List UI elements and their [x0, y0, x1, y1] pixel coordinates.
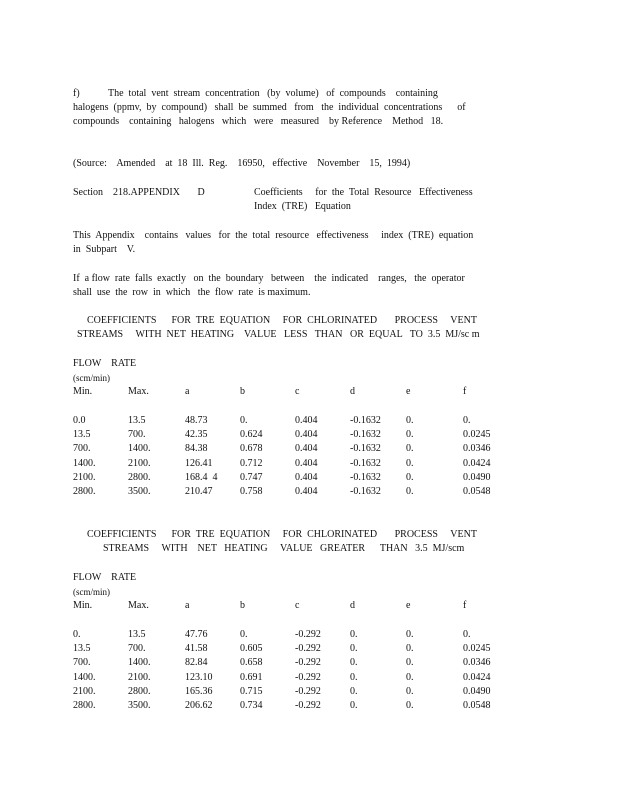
table1-row-cell: 0. [463, 415, 471, 426]
table2-row-cell: -0.292 [295, 629, 321, 640]
table1-row-cell: 0.404 [295, 457, 318, 469]
table2-row-cell: 0. [406, 671, 414, 683]
table-row [0, 699, 618, 713]
table1-row-cell: 1400. [128, 443, 151, 455]
table2-row-cell: -0.292 [295, 685, 321, 697]
source-note: (Source: Amended at 18 Ill. Reg. 16950, effective November 15, 1994) [73, 158, 411, 169]
table2-row-cell: 1400. [128, 657, 151, 669]
table2-header-cell: a [185, 600, 190, 611]
table2-row-cell: 700. [73, 657, 91, 669]
table2-row-cell: 0. [406, 657, 414, 669]
table1-row-cell: 84.38 [185, 443, 208, 455]
table-row [0, 485, 618, 499]
table1-row-cell: 0.404 [295, 429, 318, 441]
table2-row-cell: 0.715 [240, 685, 263, 697]
table1-row-cell: 42.35 [185, 429, 208, 441]
table1-row-cell: 3500. [128, 486, 151, 497]
table2-header-cell: d [350, 600, 355, 611]
table1-row-cell: 13.5 [73, 429, 91, 441]
table1-row-cell: 0.404 [295, 471, 318, 483]
table1-row-cell: 168.4 4 [185, 471, 218, 483]
table1-row-cell: -0.1632 [350, 415, 381, 426]
table1-row-cell: 0. [406, 486, 414, 497]
table1-flow-rate-label: FLOW RATE [73, 358, 137, 369]
table1-row-cell: 13.5 [128, 415, 146, 426]
table1-row-cell: 0.0490 [463, 471, 491, 483]
table1-header-cell: a [185, 386, 190, 397]
table-row [0, 656, 618, 670]
paragraph-f-line3: compounds containing halogens which were measured by Reference Method 18. [73, 116, 444, 127]
table1-title-line1: COEFFICIENTS FOR TRE EQUATION FOR CHLORINATED PROCESS VENT [87, 315, 477, 326]
table1-row-cell: 0.712 [240, 457, 263, 469]
table1-row-cell: -0.1632 [350, 486, 381, 497]
table1-header-cell: Min. [73, 386, 93, 397]
table1-header-cell: c [295, 386, 300, 397]
table1-row-cell: 2100. [73, 471, 96, 483]
table1-row-cell: 0. [406, 415, 414, 426]
table1-row-cell: -0.1632 [350, 471, 381, 483]
table2-row-cell: -0.292 [295, 643, 321, 655]
table2-row-cell: 0.0346 [463, 657, 491, 669]
table2-row-cell: 0.605 [240, 643, 263, 655]
table1-title-line2: STREAMS WITH NET HEATING VALUE LESS THAN OR EQUAL TO 3.5 MJ/sc m [77, 329, 480, 340]
table2-row-cell: 700. [128, 643, 146, 655]
table-row [0, 685, 618, 699]
table2-row-cell: 0. [350, 700, 358, 711]
table2-row-cell: -0.292 [295, 671, 321, 683]
table-row [0, 628, 618, 642]
table2-row-cell: 0. [350, 643, 358, 655]
table2-row-cell: 0. [350, 629, 358, 640]
table2-row-cell: 3500. [128, 700, 151, 711]
table2-row-cell: 165.36 [185, 685, 213, 697]
table2-row-cell: 0.658 [240, 657, 263, 669]
table-row [0, 471, 618, 485]
table1-row-cell: 0. [406, 457, 414, 469]
table1-row-cell: 0.624 [240, 429, 263, 441]
table1-row-cell: 0.0 [73, 415, 86, 426]
table2-header-row [0, 599, 618, 613]
table2-row-cell: 0. [406, 629, 414, 640]
table1-row-cell: 126.41 [185, 457, 213, 469]
boundary-line2: shall use the row in which the flow rate is maximum. [73, 287, 311, 298]
table2-row-cell: -0.292 [295, 657, 321, 669]
paragraph-f-line1: The total vent stream concentration (by volume) of compounds containing [108, 88, 438, 99]
table2-header-cell: Min. [73, 600, 93, 611]
table1-row-cell: -0.1632 [350, 443, 381, 455]
table1-row-cell: 0. [240, 415, 248, 426]
table1-row-cell: 0. [406, 429, 414, 441]
table2-row-cell: 0. [240, 629, 248, 640]
table1-units-label: (scm/min) [73, 373, 110, 383]
table2-row-cell: 0.734 [240, 700, 263, 711]
table2-row-cell: 0. [406, 685, 414, 697]
table2-row-cell: 0.0245 [463, 643, 491, 655]
table1-row-cell: 2800. [73, 486, 96, 497]
table2-row-cell: 0. [406, 700, 414, 711]
table2-header-cell: c [295, 600, 300, 611]
table1-row-cell: 210.47 [185, 486, 213, 497]
table1-row-cell: 0.758 [240, 486, 263, 497]
table-row [0, 457, 618, 471]
table2-header-cell: Max. [128, 600, 149, 611]
boundary-line1: If a flow rate falls exactly on the boundary between the indicated ranges, the operator [73, 273, 465, 284]
table-row [0, 671, 618, 685]
table1-header-cell: f [463, 386, 467, 397]
table2-row-cell: 1400. [73, 671, 96, 683]
table1-row-cell: 700. [73, 443, 91, 455]
table2-row-cell: 82.84 [185, 657, 208, 669]
table1-row-cell: 2800. [128, 471, 151, 483]
table2-units-label: (scm/min) [73, 587, 110, 597]
table-row [0, 642, 618, 656]
table1-row-cell: 0.678 [240, 443, 263, 455]
table2-row-cell: 123.10 [185, 671, 213, 683]
table1-row-cell: -0.1632 [350, 457, 381, 469]
table1-header-cell: e [406, 386, 411, 397]
table1-row-cell: 0.404 [295, 415, 318, 426]
table2-header-cell: e [406, 600, 411, 611]
table2-header-cell: f [463, 600, 467, 611]
table-row [0, 442, 618, 456]
table2-row-cell: 2100. [73, 685, 96, 697]
table1-row-cell: 0.0424 [463, 457, 491, 469]
table1-header-cell: Max. [128, 386, 149, 397]
paragraph-f-label: f) [73, 88, 80, 99]
table2-row-cell: 47.76 [185, 629, 208, 640]
table2-row-cell: 2800. [73, 700, 96, 711]
table2-title-line2: STREAMS WITH NET HEATING VALUE GREATER THAN 3.5 MJ/scm [103, 543, 465, 554]
table2-row-cell: 206.62 [185, 700, 213, 711]
table2-row-cell: -0.292 [295, 700, 321, 711]
table2-row-cell: 13.5 [73, 643, 91, 655]
table1-row-cell: 2100. [128, 457, 151, 469]
table2-title-line1: COEFFICIENTS FOR TRE EQUATION FOR CHLORINATED PROCESS VENT [87, 529, 477, 540]
intro-line1: This Appendix contains values for the total resource effectiveness index (TRE) equation [73, 230, 474, 241]
table2-row-cell: 41.58 [185, 643, 208, 655]
table2-row-cell: 0. [350, 671, 358, 683]
table1-row-cell: 0.0346 [463, 443, 491, 455]
table-row [0, 414, 618, 428]
table1-row-cell: 0.404 [295, 443, 318, 455]
section-title-line2: Index (TRE) Equation [254, 201, 351, 212]
table1-row-cell: 48.73 [185, 415, 208, 426]
table1-header-cell: d [350, 386, 355, 397]
table1-row-cell: 0.404 [295, 486, 318, 497]
table1-header-row [0, 385, 618, 399]
table2-row-cell: 0.0548 [463, 700, 491, 711]
table1-row-cell: 700. [128, 429, 146, 441]
section-heading: Section 218.APPENDIX D [73, 187, 205, 198]
table2-row-cell: 13.5 [128, 629, 146, 640]
table2-row-cell: 0. [406, 643, 414, 655]
table-row [0, 428, 618, 442]
table2-row-cell: 0.0490 [463, 685, 491, 697]
table1-row-cell: -0.1632 [350, 429, 381, 441]
table2-row-cell: 0.691 [240, 671, 263, 683]
table1-row-cell: 1400. [73, 457, 96, 469]
paragraph-f-line2: halogens (ppmv, by compound) shall be summed from the individual concentrations of [73, 102, 466, 113]
table2-row-cell: 0. [350, 685, 358, 697]
table1-row-cell: 0.0245 [463, 429, 491, 441]
table2-header-cell: b [240, 600, 245, 611]
table2-row-cell: 2800. [128, 685, 151, 697]
intro-line2: in Subpart V. [73, 244, 136, 255]
table1-row-cell: 0. [406, 443, 414, 455]
table2-flow-rate-label: FLOW RATE [73, 572, 137, 583]
table2-row-cell: 2100. [128, 671, 151, 683]
table1-row-cell: 0.0548 [463, 486, 491, 497]
table2-row-cell: 0. [350, 657, 358, 669]
table1-row-cell: 0. [406, 471, 414, 483]
table1-header-cell: b [240, 386, 245, 397]
table2-row-cell: 0. [463, 629, 471, 640]
table2-row-cell: 0.0424 [463, 671, 491, 683]
table2-row-cell: 0. [73, 629, 81, 640]
table1-row-cell: 0.747 [240, 471, 263, 483]
section-title-line1: Coefficients for the Total Resource Effectiveness [254, 187, 473, 198]
